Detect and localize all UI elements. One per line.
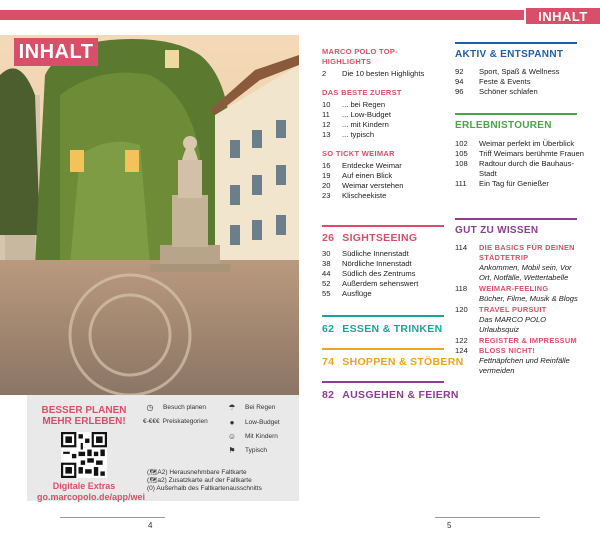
footer-rule — [60, 517, 165, 518]
toc-entry[interactable]: 105 Triff Weimars berühmte Frauen — [455, 149, 584, 158]
toc-entry[interactable]: 96 Schöner schlafen — [455, 87, 538, 96]
clock-icon: ◷ — [146, 403, 154, 412]
umbrella-icon: ☂ — [228, 403, 236, 412]
toc-entry[interactable]: 114 DIE BASICS FÜR DEINEN STÄDTETRIP Ankommen, Mobil sein, Vor Ort, Notfälle, Wettertabelle — [455, 243, 575, 282]
shoppen-heading[interactable]: 74 SHOPPEN & STÖBERN — [322, 356, 464, 368]
toc-entry[interactable]: 16 Entdecke Weimar — [322, 161, 402, 170]
wissen-heading[interactable]: GUT ZU WISSEN — [455, 225, 539, 236]
inhalt-badge: INHALT — [14, 38, 98, 66]
toc-entry[interactable]: 30 Südliche Innenstadt — [322, 249, 409, 258]
piggy-bank-icon: ● — [229, 418, 235, 427]
toc-entry[interactable]: 120 TRAVEL PURSUIT Das MARCO POLO Urlaubsquiz — [455, 305, 547, 334]
legend-item: ☂ Bei Regen — [225, 403, 275, 412]
wissen-rule — [455, 218, 577, 220]
toc-entry[interactable]: 111 Ein Tag für Genießer — [455, 179, 549, 188]
toc-entry[interactable]: 23 Klischeekiste — [322, 191, 387, 200]
promo-headline: BESSER PLANEN MEHR ERLEBEN! — [41, 405, 127, 427]
toc-entry[interactable]: 38 Nördliche Innenstadt — [322, 259, 412, 268]
ausgehen-heading[interactable]: 82 AUSGEHEN & FEIERN — [322, 389, 459, 401]
app-promo — [37, 405, 146, 503]
toc-entry[interactable]: 2 Die 10 besten Highlights — [322, 69, 425, 78]
toc-entry[interactable]: 94 Feste & Events — [455, 77, 531, 86]
flag-icon: ⚑ — [228, 446, 236, 455]
section-title: SO TICKT WEIMAR — [322, 149, 395, 158]
toc-entry[interactable]: 11 ... Low-Budget — [322, 110, 391, 119]
toc-entry[interactable]: 12 ... mit Kindern — [322, 120, 389, 129]
touren-heading[interactable]: ERLEBNISTOUREN — [455, 120, 552, 131]
app-url-link[interactable]: go.marcopolo.de/app/wei — [37, 492, 146, 502]
weimar-photo — [0, 35, 299, 395]
aktiv-rule — [455, 42, 577, 44]
header-tab: INHALT — [526, 8, 600, 24]
page-number-right: 5 — [447, 521, 452, 530]
sightseeing-heading[interactable]: 26 SIGHTSEEING — [322, 232, 418, 244]
map-notes — [147, 469, 262, 493]
essen-rule — [322, 315, 444, 317]
section-title: MARCO POLO TOP-HIGHLIGHTS — [322, 47, 399, 66]
legend-item: ● Low-Budget — [225, 418, 280, 427]
qr-code-icon[interactable] — [61, 432, 107, 478]
toc-entry[interactable]: 124 BLOSS NICHT! Fettnäpfchen und Reinfälle vermeiden — [455, 346, 570, 375]
toc-middle-column — [322, 47, 442, 201]
toc-entry[interactable]: 20 Weimar verstehen — [322, 181, 404, 190]
aktiv-list — [455, 67, 585, 97]
toc-entry[interactable]: 55 Ausflüge — [322, 289, 372, 298]
legend-item: ⚑ Typisch — [225, 446, 267, 455]
toc-entry[interactable]: 44 Südlich des Zentrums — [322, 269, 416, 278]
ausgehen-rule — [322, 381, 444, 383]
legend-item: €-€€€ Preiskategorien — [143, 418, 208, 425]
toc-entry[interactable]: 118 WEIMAR-FEELING Bücher, Filme, Musik & Blogs — [455, 284, 578, 303]
toc-entry[interactable]: 92 Sport, Spaß & Wellness — [455, 67, 560, 76]
map-note: (0) Außerhalb des Faltkartenausschnitts — [147, 485, 262, 492]
essen-heading[interactable]: 62 ESSEN & TRINKEN — [322, 323, 443, 335]
footer-rule — [435, 517, 540, 518]
toc-entry[interactable]: 19 Auf einen Blick — [322, 171, 393, 180]
map-note: (🗺a2) Zusatzkarte auf der Faltkarte — [147, 477, 252, 484]
section-title: DAS BESTE ZUERST — [322, 88, 402, 97]
wissen-list — [455, 243, 585, 376]
touren-list — [455, 139, 585, 189]
planning-info-box — [27, 395, 299, 501]
toc-entry[interactable]: 52 Außerdem sehenswert — [322, 279, 419, 288]
toc-entry[interactable]: 122 REGISTER & IMPRESSUM — [455, 336, 577, 345]
top-accent-bar — [0, 10, 524, 20]
map-note: (🗺A2) Herausnehmbare Faltkarte — [147, 469, 247, 476]
family-icon: ☺ — [227, 432, 237, 441]
toc-entry[interactable]: 108 Radtour durch die Bauhaus-Stadt — [455, 159, 574, 178]
legend-item: ☺ Mit Kindern — [225, 432, 278, 441]
toc-entry[interactable]: 13 ... typisch — [322, 130, 375, 139]
sightseeing-list — [322, 249, 442, 299]
sightseeing-rule — [322, 225, 444, 227]
digital-extras-label: Digitale Extras — [52, 481, 116, 491]
euro-icon: €-€€€ — [143, 418, 160, 425]
page-number-left: 4 — [148, 521, 153, 530]
aktiv-heading[interactable]: AKTIV & ENTSPANNT — [455, 49, 564, 60]
legend-item: ◷ Besuch planen — [143, 403, 206, 412]
toc-entry[interactable]: 102 Weimar perfekt im Überblick — [455, 139, 575, 148]
touren-rule — [455, 113, 577, 115]
toc-entry[interactable]: 10 ... bei Regen — [322, 100, 386, 109]
shoppen-rule — [322, 348, 444, 350]
